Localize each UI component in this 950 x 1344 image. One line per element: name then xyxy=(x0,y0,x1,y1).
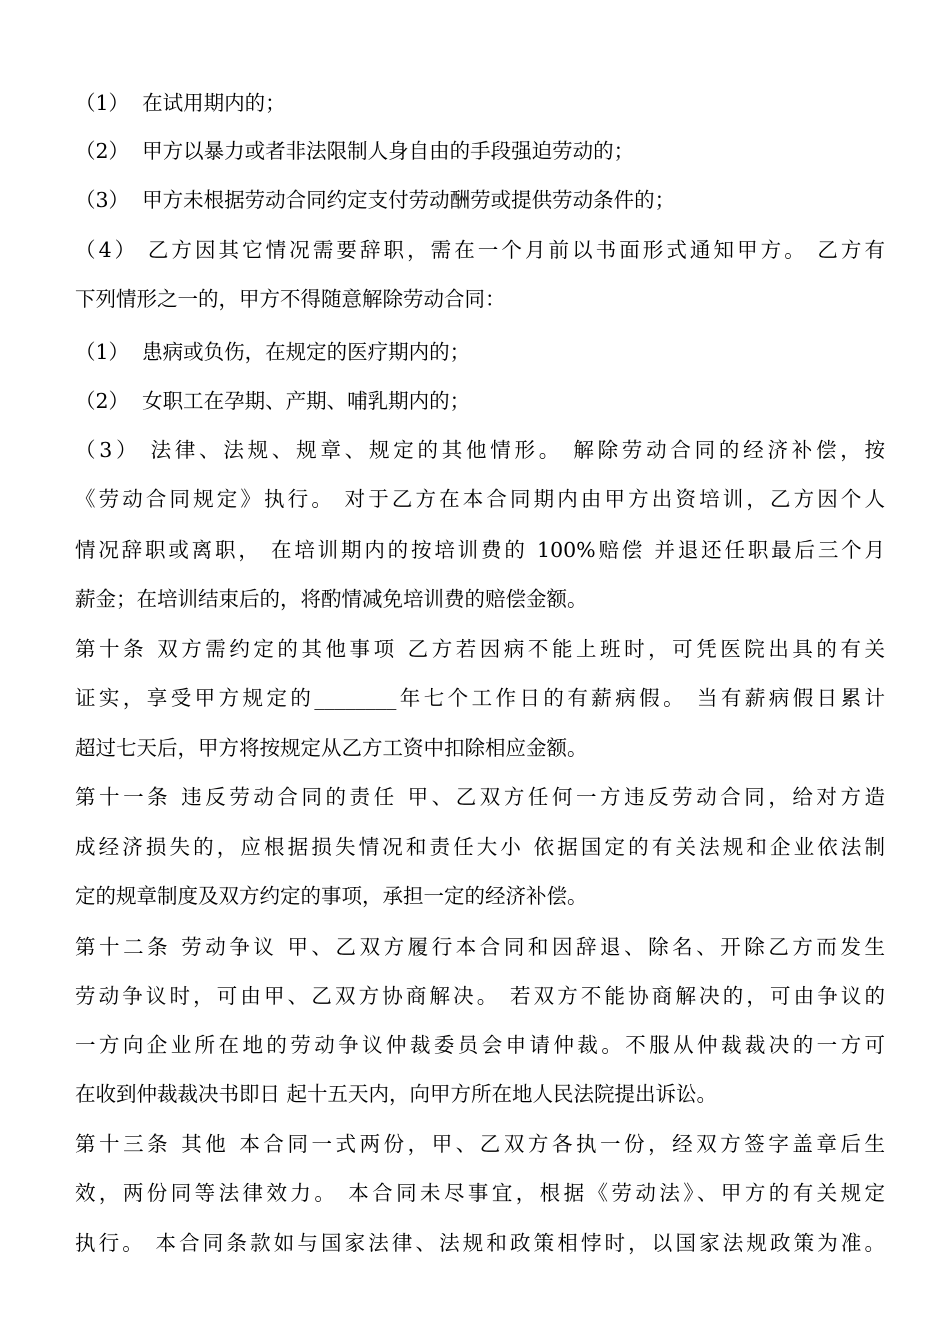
text-line: 第十三条 其他 本合同一式两份，甲、乙双方各执一份，经双方签字盖章后生 xyxy=(75,1132,885,1156)
text-line: 下列情形之一的，甲方不得随意解除劳动合同： xyxy=(75,287,506,311)
text-line: 薪金；在培训结束后的，将酌情减免培训费的赔偿金额。 xyxy=(75,587,588,611)
text-line: 第十一条 违反劳动合同的责任 甲、乙双方任何一方违反劳动合同，给对方造 xyxy=(75,785,885,809)
text-line: （3） 法律、法规、规章、规定的其他情形。 解除劳动合同的经济补偿，按 xyxy=(75,438,885,462)
text-line: 劳动争议时，可由甲、乙双方协商解决。 若双方不能协商解决的，可由争议的 xyxy=(75,984,885,1008)
text-line: （3） 甲方未根据劳动合同约定支付劳动酬劳或提供劳动条件的； xyxy=(75,188,676,212)
text-line: （1） 患病或负伤，在规定的医疗期内的； xyxy=(75,340,471,364)
text-line: 证实，享受甲方规定的________年七个工作日的有薪病假。 当有薪病假日累计 xyxy=(75,686,885,710)
text-line: 超过七天后，甲方将按规定从乙方工资中扣除相应金额。 xyxy=(75,736,588,760)
text-line: 在收到仲裁裁决书即日 起十五天内，向甲方所在地人民法院提出诉讼。 xyxy=(75,1082,718,1106)
text-line: 《劳动合同规定》执行。 对于乙方在本合同期内由甲方出资培训，乙方因个人 xyxy=(75,487,885,511)
text-line: 一方向企业所在地的劳动争议仲裁委员会申请仲裁。不服从仲裁裁决的一方可 xyxy=(75,1033,885,1057)
text-line: 第十条 双方需约定的其他事项 乙方若因病不能上班时，可凭医院出具的有关 xyxy=(75,637,885,661)
text-line: 成经济损失的，应根据损失情况和责任大小 依据国定的有关法规和企业依法制 xyxy=(75,835,885,859)
text-line: 执行。 本合同条款如与国家法律、法规和政策相悖时，以国家法规政策为准。 xyxy=(75,1231,885,1255)
text-line: （2） 甲方以暴力或者非法限制人身自由的手段强迫劳动的； xyxy=(75,139,635,163)
text-line: 效，两份同等法律效力。 本合同未尽事宜，根据《劳动法》、甲方的有关规定 xyxy=(75,1181,885,1205)
text-line: （2） 女职工在孕期、产期、哺乳期内的； xyxy=(75,389,471,413)
text-line: （4） 乙方因其它情况需要辞职，需在一个月前以书面形式通知甲方。 乙方有 xyxy=(75,238,885,262)
text-line: 情况辞职或离职， 在培训期内的按培训费的 100%赔偿 并退还任职最后三个月 xyxy=(75,538,885,562)
text-line: 第十二条 劳动争议 甲、乙双方履行本合同和因辞退、除名、开除乙方而发生 xyxy=(75,935,885,959)
text-line: （1） 在试用期内的； xyxy=(75,91,286,115)
text-line: 定的规章制度及双方约定的事项，承担一定的经济补偿。 xyxy=(75,884,588,908)
